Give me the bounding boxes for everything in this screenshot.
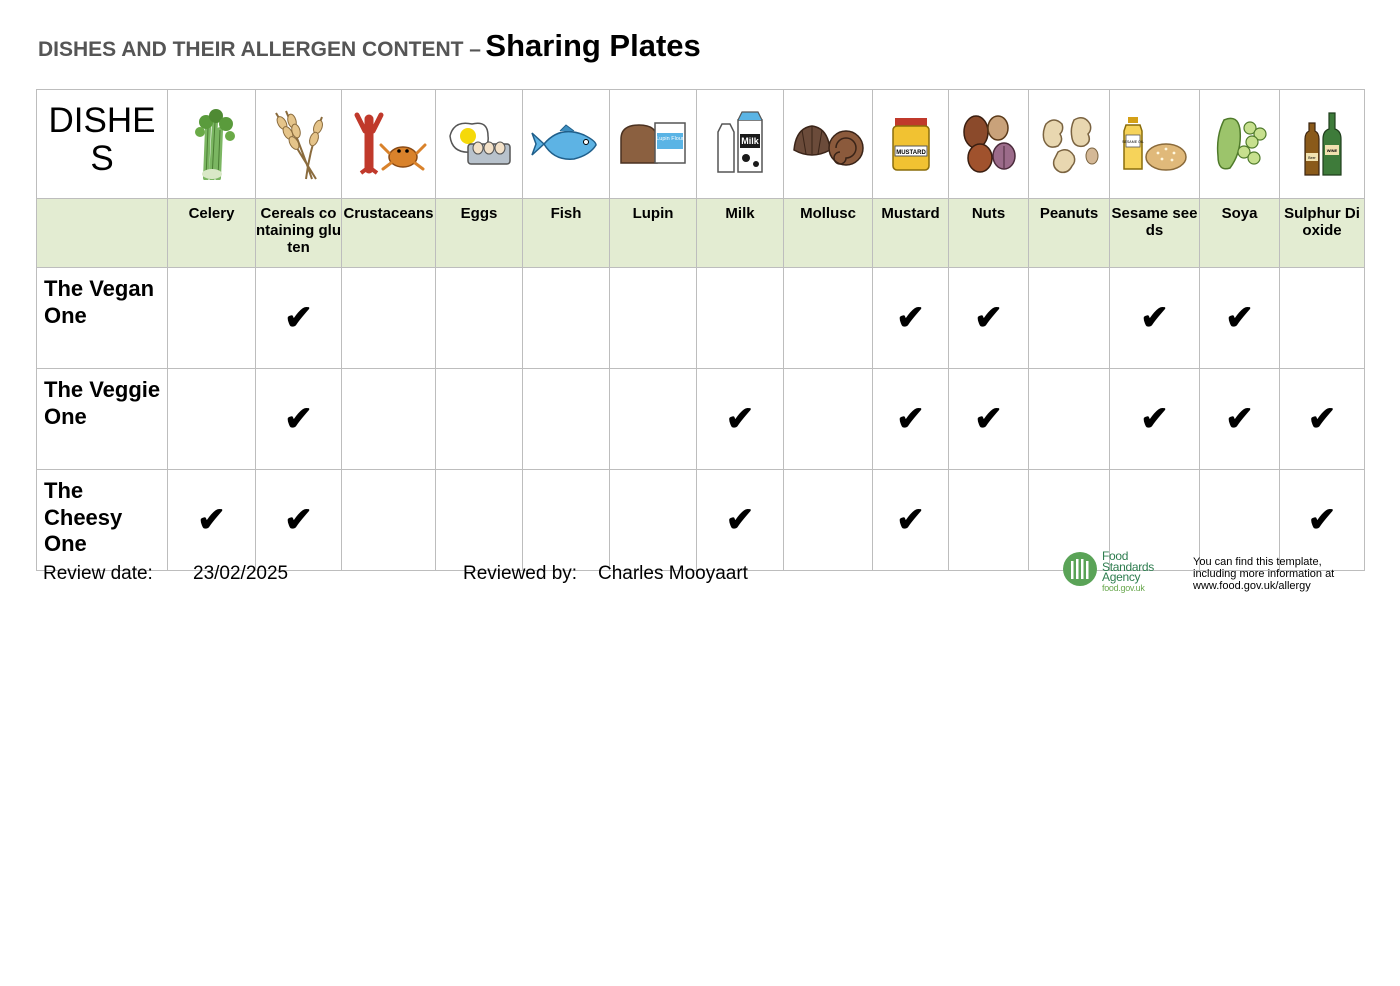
allergen-label: Celery [168,199,256,268]
allergen-label: Cereals containing gluten [256,199,342,268]
tick-mark: ✔ [284,299,313,337]
allergen-cell [256,470,342,571]
milk-label: Milk [741,136,759,146]
allergen-cell [1200,369,1280,470]
allergen-label: Milk [697,199,784,268]
allergen-label: Soya [1200,199,1280,268]
egg-icon [436,90,523,199]
allergen-cell [1280,268,1365,369]
wine-label: WINE [1326,148,1338,153]
allergen-cell [256,268,342,369]
celery-icon [168,90,256,199]
allergen-label: Eggs [436,199,523,268]
tick-mark: ✔ [1140,299,1169,337]
allergen-cell [342,470,436,571]
allergen-label: Sulphur Dioxide [1280,199,1365,268]
beer-label: Beer [1308,156,1316,160]
tick-mark: ✔ [896,400,925,438]
allergen-cell [523,268,610,369]
crustacean-icon [342,90,436,199]
milk-icon [697,90,784,199]
dish-name: The Vegan One [37,268,168,369]
menu-name: Sharing Plates [485,28,701,63]
allergen-cell [610,470,697,571]
tick-mark: ✔ [725,400,755,438]
tick-mark: ✔ [896,299,925,337]
tick-mark: ✔ [1140,400,1169,438]
allergen-cell [949,369,1029,470]
tick-mark: ✔ [974,299,1003,337]
allergen-label: Nuts [949,199,1029,268]
allergen-label: Mustard [873,199,949,268]
fsa-line1: Food [1102,549,1129,563]
allergen-cell [1280,369,1365,470]
tick-mark: ✔ [284,400,313,438]
lupin-label: Lupin Flour [656,136,684,142]
tick-mark: ✔ [1225,400,1254,438]
allergen-cell [1029,369,1110,470]
allergen-cell [697,369,784,470]
allergen-cell [949,470,1029,571]
allergen-cell [697,470,784,571]
allergen-cell [436,470,523,571]
tick-mark: ✔ [896,501,925,539]
allergen-cell [342,369,436,470]
allergen-cell [873,470,949,571]
allergen-cell [256,369,342,470]
allergen-cell [168,369,256,470]
allergen-cell [610,369,697,470]
lupin-flour-icon [610,90,697,199]
allergen-cell [873,268,949,369]
fsa-emblem-icon [1062,549,1102,589]
fsa-line2: Standards [1102,559,1155,574]
review-date-label: Review date: [43,563,153,584]
allergen-cell [784,268,873,369]
allergen-cell [436,268,523,369]
fish-icon [523,90,610,199]
sesame-icon [1110,90,1200,199]
allergen-cell [949,268,1029,369]
nuts-icon [949,90,1029,199]
tick-mark: ✔ [1225,299,1254,337]
peanut-icon [1029,90,1110,199]
allergen-label: Mollusc [784,199,873,268]
reviewer-name: Charles Mooyaart [598,563,748,584]
allergen-label: Fish [523,199,610,268]
allergen-cell [1029,268,1110,369]
allergen-cell [1110,369,1200,470]
allergen-cell [873,369,949,470]
allergen-label: Peanuts [1029,199,1110,268]
fsa-wordmark [1102,551,1154,593]
dish-row [37,369,1365,470]
allergen-cell [436,369,523,470]
soya-icon [1200,90,1280,199]
allergen-label: Sesame seeds [1110,199,1200,268]
wine-bottle-icon [1280,90,1365,199]
dish-row [37,470,1365,571]
fsa-line3: Agency [1102,570,1141,584]
tick-mark: ✔ [1307,501,1337,539]
allergen-cell [523,470,610,571]
allergen-cell [168,268,256,369]
allergen-cell [342,268,436,369]
shell-icon [784,90,873,199]
allergen-cell [697,268,784,369]
page-title [38,28,701,68]
allergen-label: Crustaceans [342,199,436,268]
allergen-cell [1200,268,1280,369]
dishes-header: DISHES [37,90,168,199]
allergen-label: Lupin [610,199,697,268]
allergen-label-row [37,199,1365,268]
sesame-label: SESAME OIL [1121,140,1144,144]
tick-mark: ✔ [974,400,1003,438]
template-note: You can find this template, including more information at www.food.gov.uk/allergy [1193,556,1335,592]
fsa-url: food.gov.uk [1102,582,1145,593]
allergen-cell [784,369,873,470]
mustard-jar-icon [873,90,949,199]
tick-mark: ✔ [1307,400,1337,438]
allergen-cell [784,470,873,571]
tick-mark: ✔ [284,501,313,539]
reviewed-by-label: Reviewed by: [463,563,578,584]
review-date: 23/02/2025 [193,563,289,584]
tick-mark: ✔ [197,501,226,539]
wheat-icon [256,90,342,199]
dish-row [37,268,1365,369]
mustard-label: MUSTARD [895,150,926,156]
dish-name: The Cheesy One [37,470,168,571]
allergen-cell [523,369,610,470]
title-prefix: DISHES AND THEIR ALLERGEN CONTENT – [38,38,481,61]
label-spacer [37,199,168,268]
tick-mark: ✔ [725,501,755,539]
icon-row [37,90,1365,199]
dish-name: The Veggie One [37,369,168,470]
allergen-cell [610,268,697,369]
allergen-cell [168,470,256,571]
allergen-cell [1110,268,1200,369]
